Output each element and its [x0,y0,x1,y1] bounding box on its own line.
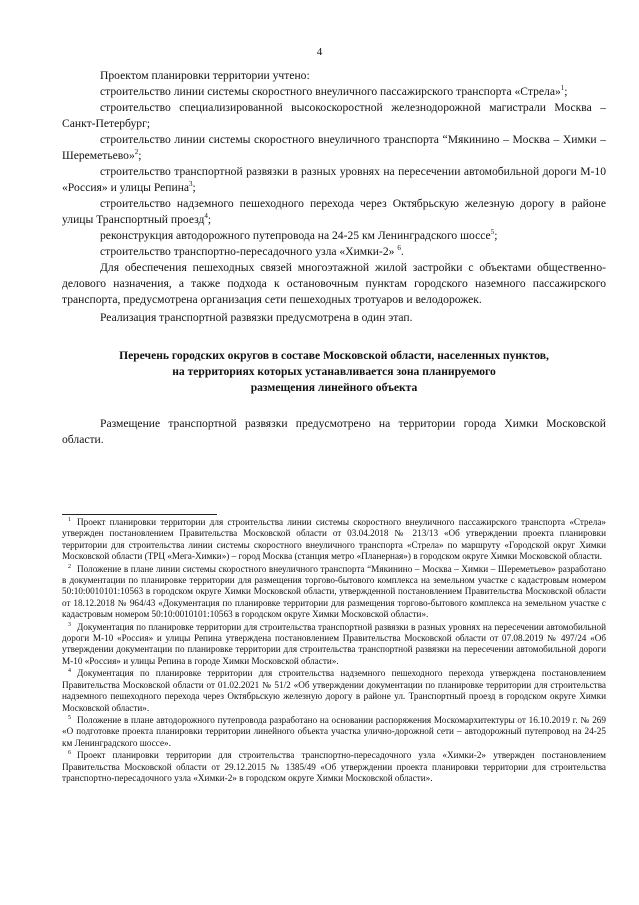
list-item-text: строительство линии системы скоростного внеуличного пассажирского транспорта «Стрела» [100,85,561,98]
footnote-text: Проект планировки территории для строительства линии системы скоростного внеуличного пассажирского транспорта «Стрела» утвержден постановлением Правительства Московской области от 03.04.2018 № 213/13 «Об утверждении проекта планировки территории для строительства линии системы скоростного внеуличного транспорта «Стрела» по маршруту «Городской округ Химки Московской области (ТРЦ «Мега-Химки») – город Москва (станция метро «Планерная») в городском округе Химки Московской области. [62,517,606,562]
footnote [62,750,606,784]
section-heading-line: размещения линейного объекта [250,381,418,394]
section-heading-line: Перечень городских округов в составе Московской области, населенных пунктов, [119,349,549,362]
list-item-text: строительство транспортной развязки в разных уровнях на пересечении автомобильной дороги М-10 «Россия» и улицы Репина [62,165,606,194]
list-item-text: строительство линии системы скоростного внеуличного транспорта “Мякинино – Москва – Химки – Шереметьево» [62,133,606,162]
footnote-text: Документация по планировке территории для строительства транспортной развязки в разных уровнях на пересечении автомобильной дороги М-10 «Россия» и улицы Репина утверждена постановлением Правительства Московской области от 07.08.2019 № 497/24 «Об утверждении документации по планировке территории для строительства транспортной развязки на пересечении автомобильной дороги М-10 «Россия» и улицы Репина в городе Химки Московской области». [62,621,606,666]
list-item: строительство линии системы скоростного внеуличного пассажирского транспорта «Стрела»$^1$; [100,84,568,98]
main-text [62,68,606,448]
footnote-text: Документация по планировке территории для строительства надземного пешеходного перехода утверждена постановлением Правительства Московской области от 01.02.2021 № 51/2 «Об утверждении документации по планировке территории для строительства надземного пешеходного перехода через Октябрьскую железную дорогу в районе ул. Транспортный проезд в городском округе Химки Московской области». [62,668,606,713]
list-item-text: строительство транспортно-пересадочного узла «Химки-2» [100,245,395,258]
footnote-number: 3 [68,621,71,628]
footnote-ref: 2 [134,148,139,157]
footnote-ref: 3 [189,180,193,189]
section-heading [62,348,606,396]
footnotes [62,517,606,785]
footnote-separator [62,514,217,515]
footnote-ref: 6 [397,244,401,253]
footnote-text: Положение в плане линии системы скоростного внеуличного транспорта “Мякинино – Москва – Химки – Шереметьево» разработано в документации по планировке территории для размещения торгово-бытового комплекса на земельном участке с кадастровым номером 50:10:0010101:10563 в городском округе Химки Московской области, утвержденной постановлением Правительства Московской области от 18.12.2018 № 964/43 «Документация по планировке территории для размещения торгово-бытового комплекса на земельном участке с кадастровым номером 50:10:0010101:10563 в городском округе Химки Московской области». [62,563,606,620]
footnote-number: 2 [68,563,71,570]
list-item: реконструкция автодорожного путепровода на 24-25 км Ленинградского шоссе$^5$; [100,228,498,242]
list-item: строительство транспортной развязки в разных уровнях на пересечении автомобильной дороги М-10 «Россия» и улицы Репина$^3$; [62,165,606,194]
footnote [62,668,606,714]
list-item [62,100,606,132]
footnote-number: 4 [68,668,71,675]
page-number: 4 [316,46,323,58]
footnote [62,622,606,668]
pedestrian-paragraph: Для обеспечения пешеходных связей многоэтажной жилой застройки с объектами общественно-делового назначения, а также подхода к остановочным пунктам городского наземного пассажирского транспорта, предусмотрена организация сети пешеходных тротуаров и велодорожек. [62,261,606,306]
footnote [62,715,606,749]
footnote-number: 5 [68,714,71,721]
list-item-text: реконструкция автодорожного путепровода на 24-25 км Ленинградского шоссе [100,229,491,242]
footnote-ref: 5 [490,228,495,237]
list-item-text: строительство надземного пешеходного перехода через Октябрьскую железную дорогу в районе улицы Транспортный проезд [62,197,606,226]
footnote-text: Проект планировки территории для строительства транспортно-пересадочного узла «Химки-2» утвержден постановлением Правительства Московской области от 29.12.2015 № 1385/49 «Об утверждении проекта планировки территории для строительства транспортно-пересадочного узла «Химки-2» в городском округе Химки Московской области». [62,750,606,783]
list-item-text: строительство специализированной высокоскоростной железнодорожной магистрали Москва – Санкт-Петербург; [62,101,606,130]
footnote [62,517,606,563]
list-item: строительство транспортно-пересадочного узла «Химки-2» $^6$. [100,244,404,258]
footnote-ref: 4 [204,212,208,221]
footnote-text: Положение в плане автодорожного путепровода разработано на основании распоряжения Москомархитектуры от 16.10.2019 г. № 269 «О подготовке проекта планировки территории линейного объекта участка улично-дорожной сети – автодорожный путепровод на 24-25 км Ленинградского шоссе». [62,714,606,748]
section-heading-line: на территориях которых устанавливается зона планируемого [172,365,496,378]
footnote-number: 6 [68,750,71,757]
placement-paragraph: Размещение транспортной развязки предусмотрено на территории города Химки Московской области. [62,417,606,446]
footnote [62,564,606,621]
footnote-ref: 1 [560,84,565,93]
list-item: строительство линии системы скоростного внеуличного транспорта “Мякинино – Москва – Химки – Шереметьево»$^2$; [62,133,606,162]
stage-paragraph: Реализация транспортной развязки предусмотрена в один этап. [100,311,413,324]
footnote-number: 1 [68,516,71,523]
list-item: строительство надземного пешеходного перехода через Октябрьскую железную дорогу в районе улицы Транспортный проезд$^4$; [62,197,606,226]
intro-line: Проектом планировки территории учтено: [100,69,310,82]
